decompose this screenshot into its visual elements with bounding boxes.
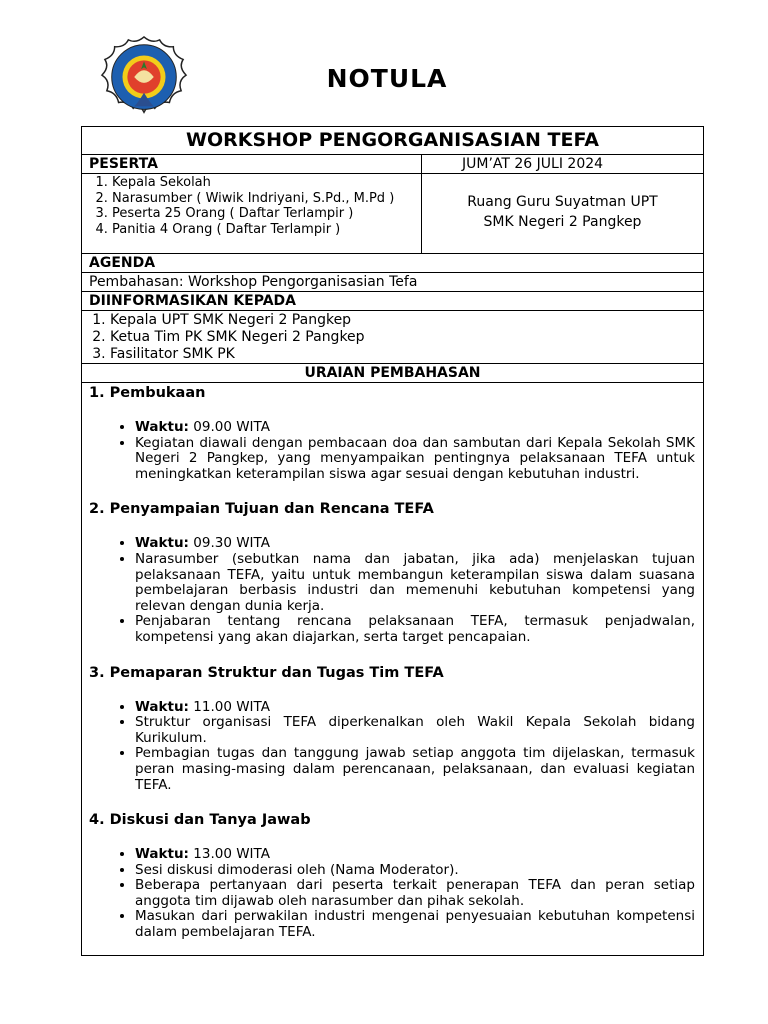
agenda-text: Pembahasan: Workshop Pengorganisasian Tefa <box>82 273 703 292</box>
agenda-label: AGENDA <box>82 254 703 273</box>
location-cell <box>422 174 703 253</box>
waktu-label: Waktu: <box>135 419 189 435</box>
time-item <box>135 700 695 716</box>
section-points <box>89 700 695 794</box>
waktu-label: Waktu: <box>135 846 189 863</box>
time-value: 09.00 WITA <box>188 419 270 435</box>
time-item <box>135 536 695 552</box>
informed-label: DIINFORMASIKAN KEPADA <box>82 292 703 311</box>
time-item <box>135 420 695 436</box>
list-item: 2. Ketua Tim PK SMK Negeri 2 Pangkep <box>110 329 703 346</box>
section-title: 3. Pemaparan Struktur dan Tugas Tim TEFA <box>89 664 444 681</box>
list-item: • Sesi diskusi dimoderasi oleh (Nama Moderator). <box>135 863 695 879</box>
list-item: 4. Panitia 4 Orang ( Daftar Terlampir ) <box>112 222 421 238</box>
list-item: • Masukan dari perwakilan industri mengenai penyesuaian kebutuhan kompetensi dalam pembelajaran TEFA. <box>135 909 695 940</box>
waktu-label: Waktu: <box>135 698 189 715</box>
section-points <box>89 536 695 645</box>
peserta-header-row <box>82 155 703 174</box>
time-value: 13.00 WITA <box>188 846 270 863</box>
list-item: 2. Narasumber ( Wiwik Indriyani, S.Pd., M.Pd ) <box>112 191 421 207</box>
section-title: 1. Pembukaan <box>89 385 206 401</box>
peserta-list-cell <box>82 174 422 253</box>
waktu-label: Waktu: <box>135 535 189 552</box>
informed-row <box>82 311 703 364</box>
list-item: 3. Fasilitator SMK PK <box>110 346 703 363</box>
list-item: 1. Kepala UPT SMK Negeri 2 Pangkep <box>110 312 703 329</box>
notula-document <box>81 126 704 956</box>
section-title: 2. Penyampaian Tujuan dan Rencana TEFA <box>89 501 434 518</box>
time-value: 11.00 WITA <box>188 698 270 715</box>
peserta-list <box>82 175 421 237</box>
page-title: NOTULA <box>326 64 448 93</box>
list-item: • Struktur organisasi TEFA diperkenalkan oleh Wakil Kepala Sekolah bidang Kurikulum. <box>135 715 695 746</box>
list-item: • Narasumber (sebutkan nama dan jabatan, jika ada) menjelaskan tujuan pelaksanaan TEFA, yaitu untuk membangun keterampilan siswa dalam suasana pembelajaran berbasis industri dan memenuhi kebutuhan kompetensi yang relevan dengan dunia kerja. <box>135 552 695 614</box>
time-value: 09.30 WITA <box>188 535 270 552</box>
list-item: • Pembagian tugas dan tanggung jawab setiap anggota tim dijelaskan, termasuk peran masing-masing dalam perencanaan, pelaksanaan, dan evaluasi kegiatan TEFA. <box>135 746 695 793</box>
list-item: • Kegiatan diawali dengan pembacaan doa dan sambutan dari Kepala Sekolah SMK Negeri 2 Pangkep, yang menyampaikan pentingnya pelaksanaan TEFA untuk meningkatkan keterampilan siswa agar sesuai dengan kebutuhan industri. <box>135 436 695 483</box>
section-points <box>89 420 695 482</box>
section-title: 4. Diskusi dan Tanya Jawab <box>89 812 311 829</box>
list-item: 1. Kepala Sekolah <box>112 175 421 191</box>
list-item: • Beberapa pertanyaan dari peserta terkait penerapan TEFA dan peran setiap anggota tim dijawab oleh narasumber dan pihak sekolah. <box>135 878 695 909</box>
peserta-detail-row <box>82 174 703 254</box>
list-item: 3. Peserta 25 Orang ( Daftar Terlampir ) <box>112 206 421 222</box>
informed-list <box>82 312 703 363</box>
time-item <box>135 847 695 863</box>
location-line-2: SMK Negeri 2 Pangkep <box>483 214 642 230</box>
location-line-1: Ruang Guru Suyatman UPT <box>467 194 658 210</box>
list-item: • Penjabaran tentang rencana pelaksanaan TEFA, termasuk penjadwalan, kompetensi yang akan diajarkan, serta target pencapaian. <box>135 614 695 645</box>
uraian-label: URAIAN PEMBAHASAN <box>82 364 703 383</box>
peserta-label: PESERTA <box>82 155 422 174</box>
section-points <box>89 847 695 941</box>
uraian-body <box>82 384 703 955</box>
workshop-title: WORKSHOP PENGORGANISASIAN TEFA <box>82 127 703 155</box>
meeting-date: JUM’AT 26 JULI 2024 <box>462 156 604 172</box>
